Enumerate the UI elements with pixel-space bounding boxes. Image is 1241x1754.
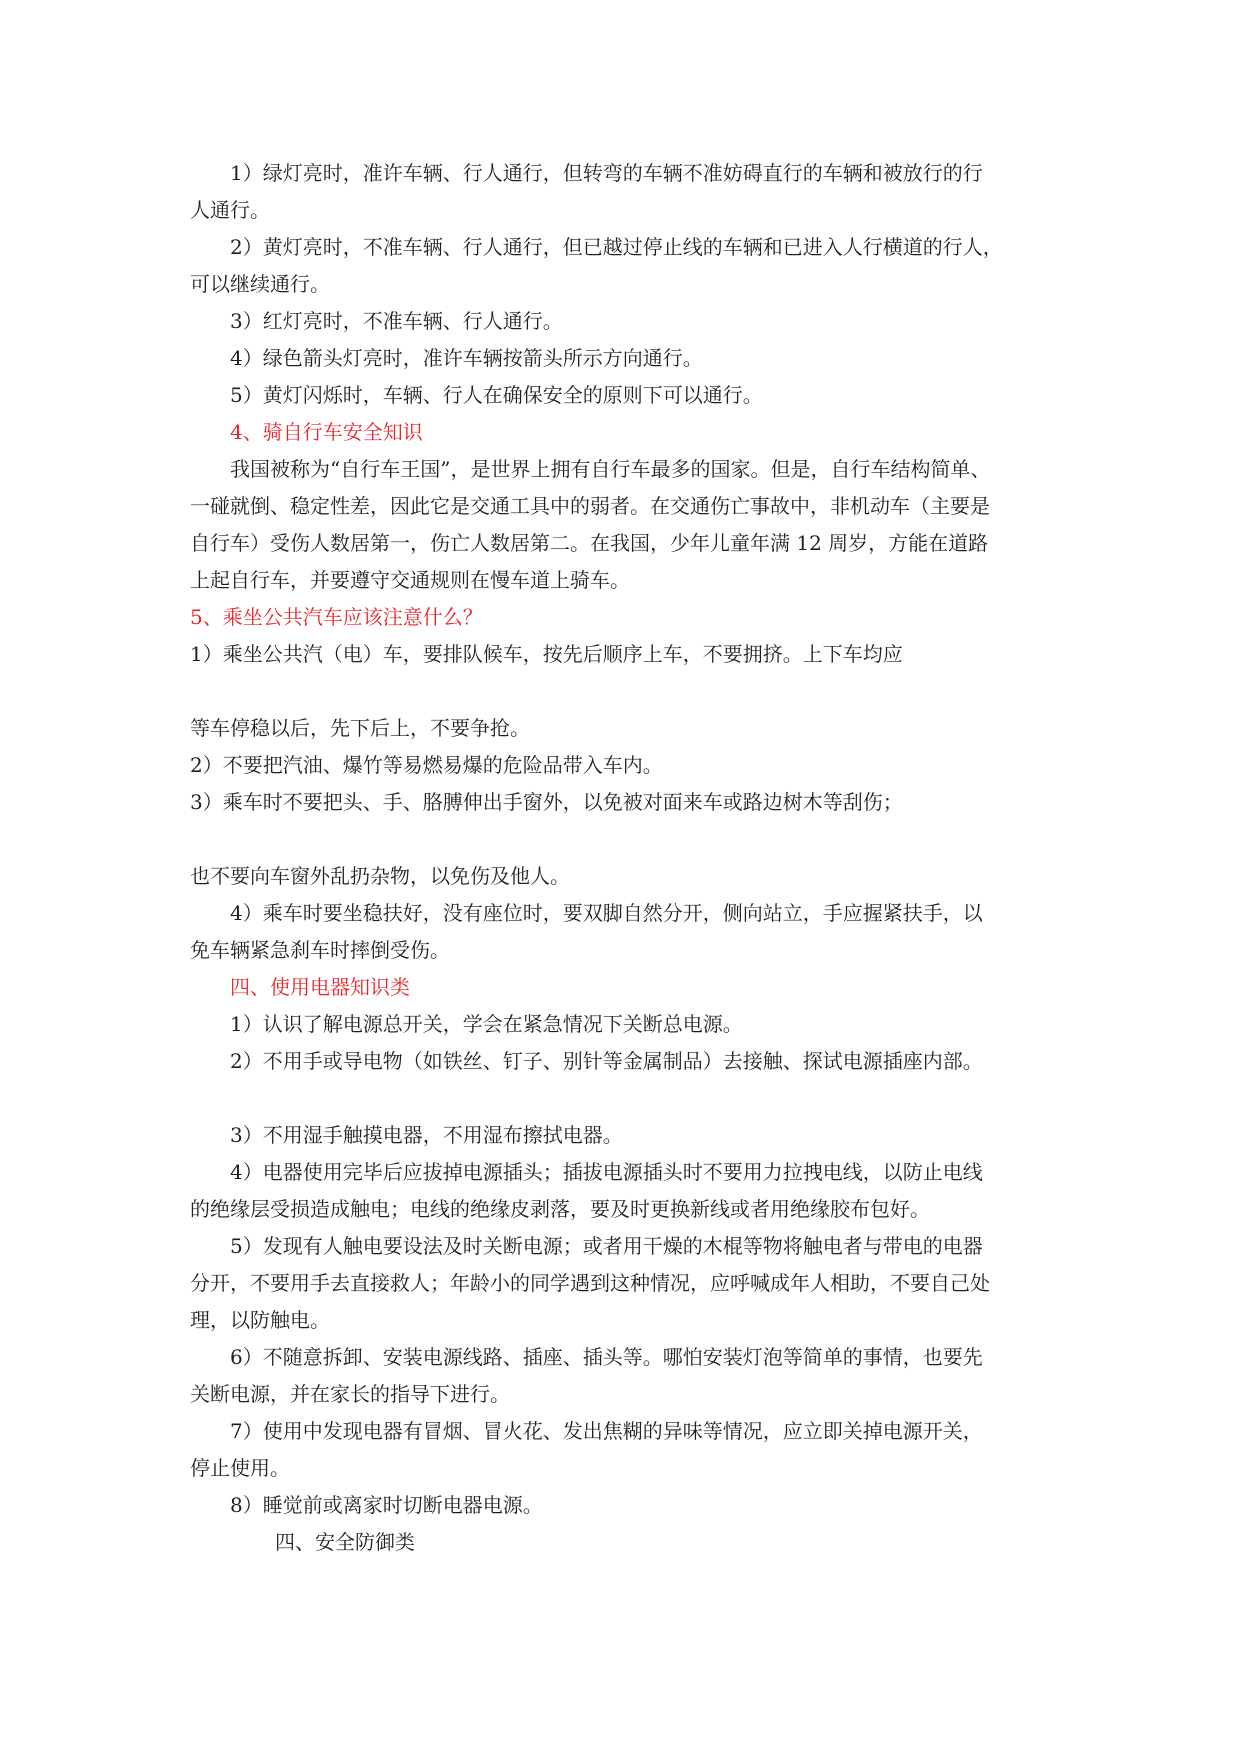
blank-line bbox=[190, 1080, 1050, 1117]
paragraph-line: 可以继续通行。 bbox=[190, 272, 330, 296]
section-heading-safety-defense: 四、安全防御类 bbox=[275, 1530, 415, 1554]
paragraph-line: 自行车）受伤人数居第一，伤亡人数居第二。在我国，少年儿童年满 12 周岁，方能在道路 bbox=[190, 531, 989, 555]
paragraph-line: 1）乘坐公共汽（电）车，要排队候车，按先后顺序上车，不要拥挤。上下车均应 bbox=[190, 642, 903, 666]
section-heading-bus: 5、乘坐公共汽车应该注意什么？ bbox=[190, 605, 483, 629]
section-heading-electrical: 四、使用电器知识类 bbox=[230, 975, 410, 999]
paragraph-line: 我国被称为“自行车王国”，是世界上拥有自行车最多的国家。但是，自行车结构简单、 bbox=[230, 457, 991, 481]
paragraph-line: 等车停稳以后，先下后上，不要争抢。 bbox=[190, 716, 530, 740]
paragraph-line: 4）乘车时要坐稳扶好，没有座位时，要双脚自然分开，侧向站立，手应握紧扶手，以 bbox=[230, 901, 983, 925]
section-heading-bicycle: 4、骑自行车安全知识 bbox=[230, 420, 423, 444]
paragraph-line: 8）睡觉前或离家时切断电器电源。 bbox=[230, 1493, 543, 1517]
paragraph-line: 一碰就倒、稳定性差，因此它是交通工具中的弱者。在交通伤亡事故中，非机动车（主要是 bbox=[190, 494, 990, 518]
blank-line bbox=[190, 673, 1050, 710]
paragraph-line: 也不要向车窗外乱扔杂物，以免伤及他人。 bbox=[190, 864, 570, 888]
paragraph-line: 2）黄灯亮时，不准车辆、行人通行，但已越过停止线的车辆和已进入人行横道的行人， bbox=[230, 235, 1003, 259]
paragraph-line: 免车辆紧急刹车时摔倒受伤。 bbox=[190, 938, 450, 962]
paragraph-line: 关断电源，并在家长的指导下进行。 bbox=[190, 1382, 510, 1406]
paragraph-line: 5）发现有人触电要设法及时关断电源；或者用干燥的木棍等物将触电者与带电的电器 bbox=[230, 1234, 983, 1258]
paragraph-line: 2）不用手或导电物（如铁丝、钉子、别针等金属制品）去接触、探试电源插座内部。 bbox=[230, 1049, 983, 1073]
paragraph-line: 理，以防触电。 bbox=[190, 1308, 330, 1332]
paragraph-line: 3）不用湿手触摸电器，不用湿布擦拭电器。 bbox=[230, 1123, 623, 1147]
paragraph-line: 5）黄灯闪烁时，车辆、行人在确保安全的原则下可以通行。 bbox=[230, 383, 763, 407]
blank-line bbox=[190, 821, 1050, 858]
paragraph-line: 的绝缘层受损造成触电；电线的绝缘皮剥落，要及时更换新线或者用绝缘胶布包好。 bbox=[190, 1197, 930, 1221]
paragraph-line: 人通行。 bbox=[190, 198, 270, 222]
paragraph-line: 上起自行车，并要遵守交通规则在慢车道上骑车。 bbox=[190, 568, 630, 592]
paragraph-line: 1）绿灯亮时，准许车辆、行人通行，但转弯的车辆不准妨碍直行的车辆和被放行的行 bbox=[230, 161, 983, 185]
paragraph-line: 分开，不要用手去直接救人；年龄小的同学遇到这种情况，应呼喊成年人相助，不要自己处 bbox=[190, 1271, 990, 1295]
paragraph-line: 6）不随意拆卸、安装电源线路、插座、插头等。哪怕安装灯泡等简单的事情，也要先 bbox=[230, 1345, 983, 1369]
paragraph-line: 3）乘车时不要把头、手、胳膊伸出手窗外，以免被对面来车或路边树木等刮伤； bbox=[190, 790, 903, 814]
paragraph-line: 7）使用中发现电器有冒烟、冒火花、发出焦糊的异味等情况，应立即关掉电源开关， bbox=[230, 1419, 983, 1443]
paragraph-line: 停止使用。 bbox=[190, 1456, 290, 1480]
paragraph-line: 4）绿色箭头灯亮时，准许车辆按箭头所示方向通行。 bbox=[230, 346, 703, 370]
document-body bbox=[190, 155, 1050, 1561]
paragraph-line: 2）不要把汽油、爆竹等易燃易爆的危险品带入车内。 bbox=[190, 753, 663, 777]
paragraph-line: 1）认识了解电源总开关，学会在紧急情况下关断总电源。 bbox=[230, 1012, 743, 1036]
paragraph-line: 3）红灯亮时，不准车辆、行人通行。 bbox=[230, 309, 563, 333]
paragraph-line: 4）电器使用完毕后应拔掉电源插头；插拔电源插头时不要用力拉拽电线，以防止电线 bbox=[230, 1160, 983, 1184]
